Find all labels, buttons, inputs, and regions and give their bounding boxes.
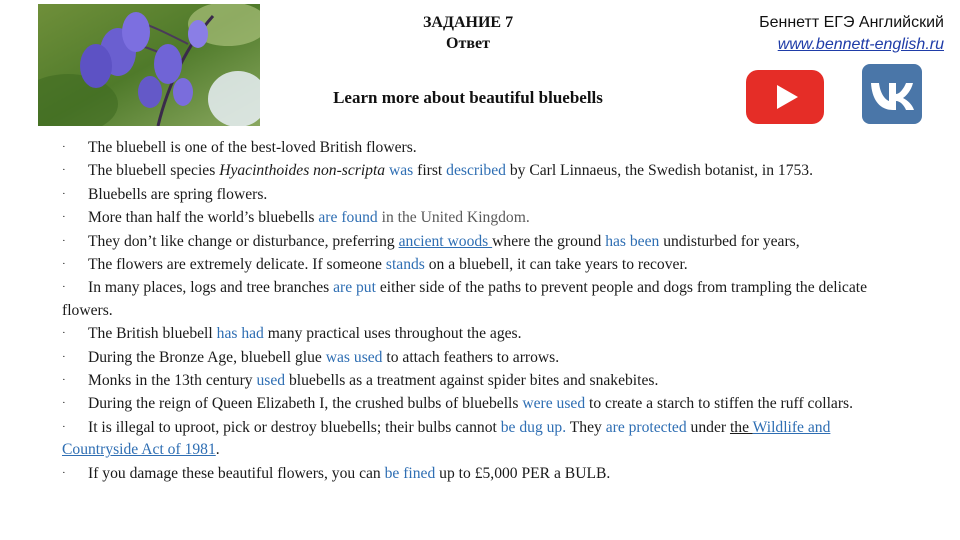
fact-text: stands — [385, 256, 425, 274]
bullet-marker: · — [62, 374, 66, 387]
fact-text: During the Bronze Age, bluebell glue — [88, 348, 326, 366]
fact-item — [62, 462, 898, 485]
fact-text: was used — [325, 348, 383, 366]
fact-item — [62, 346, 898, 369]
fact-item — [62, 230, 898, 253]
bluebell-photo — [38, 4, 260, 126]
fact-text: The bluebell is one of the best-loved British flowers. — [88, 139, 417, 156]
brand-block — [759, 12, 944, 56]
fact-item — [62, 159, 898, 182]
bullet-marker: · — [62, 164, 66, 177]
fact-text: They don’t like change or disturbance, preferring — [88, 232, 399, 250]
fact-text: are found — [318, 209, 378, 227]
fact-item — [62, 206, 898, 229]
task-answer-label: Ответ — [446, 35, 490, 52]
fact-text: are protected — [605, 418, 687, 436]
bullet-marker: · — [62, 234, 66, 247]
task-header — [268, 12, 668, 54]
fact-text: The British bluebell — [88, 325, 217, 343]
youtube-icon[interactable] — [746, 70, 824, 124]
fact-text: They — [566, 418, 606, 436]
fact-text: In many places, logs and tree branches — [88, 279, 334, 297]
fact-text: has had — [216, 325, 264, 343]
fact-text: undisturbed for years, — [659, 232, 800, 250]
fact-item — [62, 392, 898, 415]
fact-item — [62, 136, 898, 159]
bullet-marker: · — [62, 258, 66, 271]
fact-text: The flowers are extremely delicate. If someone — [88, 256, 386, 274]
fact-text: Monks in the 13th century — [88, 372, 257, 390]
fact-text: was — [388, 162, 414, 180]
fact-text: were used — [522, 395, 586, 413]
facts-list — [62, 136, 898, 485]
fact-item — [62, 253, 898, 276]
fact-text: to create a starch to stiffen the ruff collars. — [585, 395, 853, 413]
bullet-marker: · — [62, 281, 66, 294]
brand-website-link[interactable]: www.bennett-english.ru — [777, 36, 944, 53]
fact-link-text[interactable]: the — [729, 418, 753, 436]
fact-item — [62, 276, 898, 322]
fact-text: first — [413, 162, 447, 180]
fact-text: has been — [605, 232, 660, 250]
fact-text: . — [215, 441, 220, 459]
fact-item — [62, 183, 898, 206]
fact-text: be dug up. — [500, 418, 567, 436]
bullet-marker: · — [62, 187, 66, 200]
bullet-marker: · — [62, 141, 66, 153]
bullet-marker: · — [62, 327, 66, 340]
fact-text: under — [686, 418, 730, 436]
fact-item — [62, 322, 898, 345]
fact-text: More than half the world’s bluebells — [88, 209, 319, 227]
task-title: ЗАДАНИЕ 7 — [422, 14, 514, 31]
fact-text: by Carl Linnaeus, the Swedish botanist, in 1753. — [505, 162, 813, 180]
fact-link-text[interactable]: ancient woods — [398, 232, 493, 250]
fact-link-text[interactable]: Wildlife and Countryside Act of 1981 — [62, 418, 831, 459]
fact-text: used — [256, 372, 286, 390]
bullet-marker: · — [62, 350, 66, 363]
bullet-marker: · — [62, 420, 66, 433]
fact-text: described — [446, 162, 506, 180]
fact-text: be fined — [384, 464, 436, 482]
fact-text: bluebells as a treatment against spider bites and snakebites. — [285, 372, 659, 390]
fact-text: If you damage these beautiful flowers, you can — [88, 464, 385, 482]
fact-text: Bluebells are spring flowers. — [88, 185, 268, 203]
vk-icon[interactable] — [862, 64, 922, 124]
page-subtitle: Learn more about beautiful bluebells — [333, 88, 603, 107]
bullet-marker: · — [62, 466, 66, 479]
fact-text: It is illegal to uproot, pick or destroy bluebells; their bulbs cannot — [88, 418, 501, 436]
fact-text: are put — [333, 279, 376, 297]
fact-item — [62, 416, 898, 462]
brand-name: Беннетт ЕГЭ Английский — [759, 14, 944, 31]
fact-text: up to £5,000 PER a BULB. — [435, 464, 611, 482]
bullet-marker: · — [62, 397, 66, 410]
fact-text: in the United Kingdom. — [377, 209, 530, 227]
fact-text: where the ground — [492, 232, 606, 250]
fact-text: either side of the paths to prevent people and dogs from trampling the delicate flowers. — [62, 279, 868, 319]
fact-text: During the reign of Queen Elizabeth I, the crushed bulbs of bluebells — [88, 395, 523, 413]
fact-text: on a bluebell, it can take years to recover. — [424, 256, 688, 274]
fact-text: Hyacinthoides non-scripta — [219, 162, 386, 180]
bullet-marker: · — [62, 211, 66, 224]
fact-item — [62, 369, 898, 392]
fact-text: many practical uses throughout the ages. — [263, 325, 522, 343]
fact-text: The bluebell species — [88, 162, 220, 180]
fact-text: to attach feathers to arrows. — [382, 348, 560, 366]
